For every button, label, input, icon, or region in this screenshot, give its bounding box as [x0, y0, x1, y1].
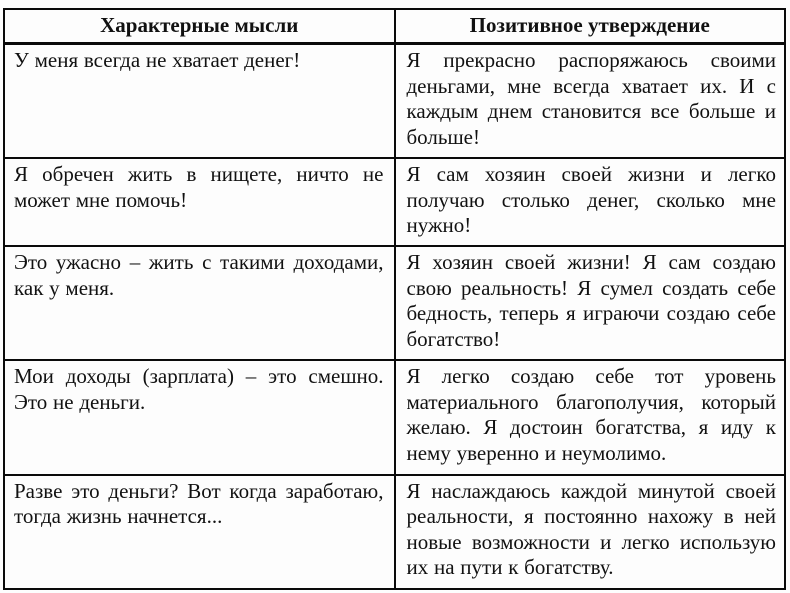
thought-cell: Мои доходы (зарплата) – это смешно. Это не деньги. [4, 360, 395, 474]
table-row [4, 158, 785, 246]
column-header-thoughts: Характерные мысли [4, 9, 395, 44]
thought-cell: Это ужасно – жить с такими доходами, как у меня. [4, 246, 395, 360]
table-row [4, 475, 785, 589]
affirmation-cell: Я наслаждаюсь каждой минутой своей реальности, я постоянно нахожу в ней новые возможности и легко использую их на пути к богатству. [395, 475, 786, 589]
affirmation-cell: Я прекрасно распоряжаюсь своими деньгами, мне всегда хватает их. И с каждым днем становится все больше и больше! [395, 44, 786, 159]
affirmation-cell: Я легко создаю себе тот уровень материального благополучия, который желаю. Я достоин богатства, я иду к нему уверенно и неумолимо. [395, 360, 786, 474]
table-header-row [4, 9, 785, 44]
affirmations-table [3, 8, 786, 590]
affirmation-cell: Я сам хозяин своей жизни и легко получаю столько денег, сколько мне нужно! [395, 158, 786, 246]
table-row [4, 360, 785, 474]
table-row [4, 246, 785, 360]
table-row [4, 44, 785, 159]
thought-cell: У меня всегда не хватает денег! [4, 44, 395, 159]
affirmation-cell: Я хозяин своей жизни! Я сам создаю свою реальность! Я сумел создать себе бедность, теперь я играючи создаю себе богатство! [395, 246, 786, 360]
thought-cell: Я обречен жить в нищете, ничто не может мне помочь! [4, 158, 395, 246]
column-header-affirmations: Позитивное утверждение [395, 9, 786, 44]
thought-cell: Разве это деньги? Вот когда заработаю, тогда жизнь начнется... [4, 475, 395, 589]
